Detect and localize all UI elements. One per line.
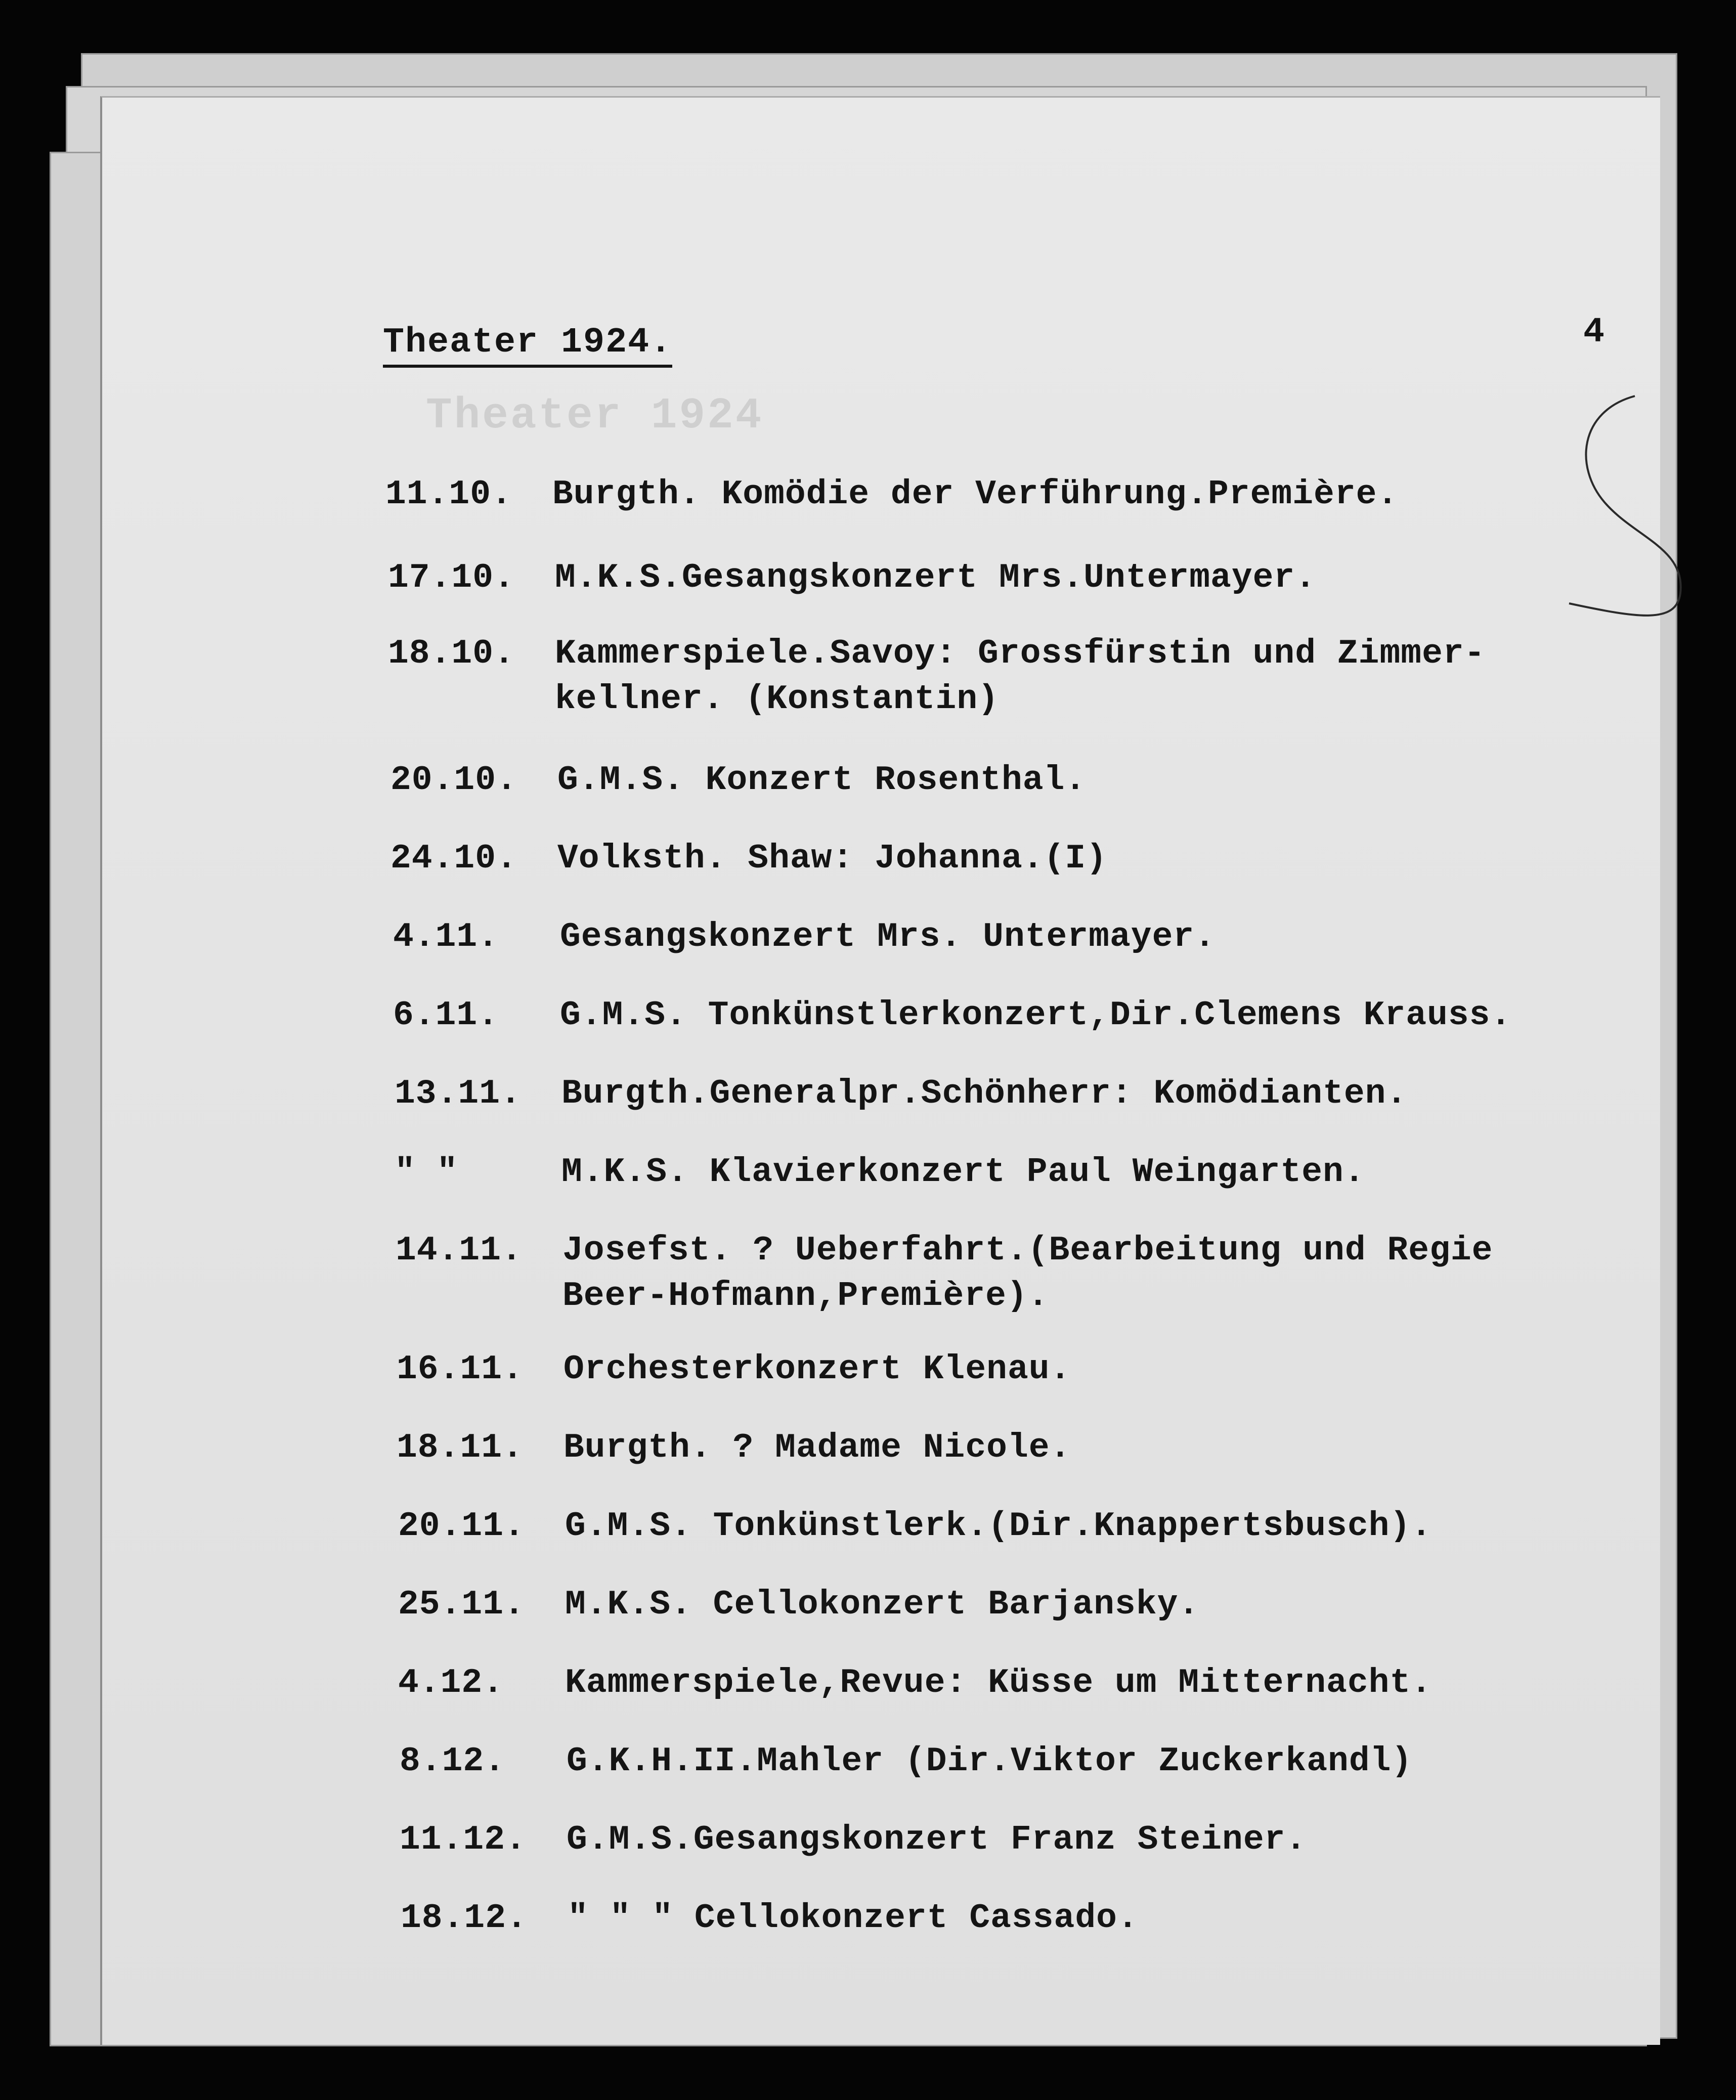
entry-text: Gesangskonzert Mrs. Untermayer. [560,917,1216,956]
entry-date: 6.11. [393,996,499,1035]
entry-date: 11.10. [385,475,512,514]
entry-date: 18.10. [388,634,515,673]
entry-date: 4.12. [398,1664,504,1702]
entry-date: 24.10. [390,839,517,878]
entry-text: Burgth. Komödie der Verführung.Première. [552,475,1399,514]
entry-date: " " [395,1153,458,1192]
entry-text: Kammerspiele,Revue: Küsse um Mitternacht. [565,1664,1433,1702]
entry-text: G.M.S. Tonkünstlerkonzert,Dir.Clemens Krauss. [560,996,1512,1035]
entry-text: Burgth. ? Madame Nicole. [563,1428,1071,1467]
entry-text: G.M.S.Gesangskonzert Franz Steiner. [567,1820,1307,1859]
entry-text: Orchesterkonzert Klenau. [563,1350,1071,1389]
entry-text: M.K.S. Cellokonzert Barjansky. [565,1585,1200,1624]
show-through-text: Theater 1924 [426,391,764,441]
page-title: Theater 1924. [383,323,672,368]
handwritten-s-mark [1559,381,1690,644]
entry-date: 25.11. [398,1585,525,1624]
entry-date: 20.11. [398,1507,525,1546]
entry-date: 16.11. [397,1350,524,1389]
entry-date: 4.11. [393,917,499,956]
entry-date: 11.12. [400,1820,527,1859]
entry-text: " " " Cellokonzert Cassado. [568,1899,1139,1938]
entry-text: Volksth. Shaw: Johanna.(I) [557,839,1107,878]
entry-date: 18.12. [401,1899,528,1938]
entry-text: M.K.S. Klavierkonzert Paul Weingarten. [561,1153,1365,1192]
entry-date: 20.10. [390,761,517,800]
entry-text: Kammerspiele.Savoy: Grossfürstin und Zimmer- [555,634,1486,673]
page-number: 4 [1583,313,1605,353]
entry-text: Josefst. ? Ueberfahrt.(Bearbeitung und Regie [562,1231,1493,1270]
entry-text: G.K.H.II.Mahler (Dir.Viktor Zuckerkandl) [567,1742,1413,1781]
entry-date: 8.12. [400,1742,506,1781]
entry-text: M.K.S.Gesangskonzert Mrs.Untermayer. [555,558,1317,597]
entry-text-continued: kellner. (Konstantin) [555,680,999,719]
entry-text-continued: Beer-Hofmann,Première). [562,1277,1049,1316]
entry-date: 14.11. [396,1231,523,1270]
entry-date: 13.11. [395,1074,522,1113]
entry-text: G.M.S. Konzert Rosenthal. [557,761,1087,800]
entry-date: 17.10. [388,558,515,597]
entry-text: G.M.S. Tonkünstlerk.(Dir.Knappertsbusch). [565,1507,1433,1546]
entry-date: 18.11. [397,1428,524,1467]
entry-text: Burgth.Generalpr.Schönherr: Komödianten. [561,1074,1408,1113]
document-page [100,96,1660,2045]
